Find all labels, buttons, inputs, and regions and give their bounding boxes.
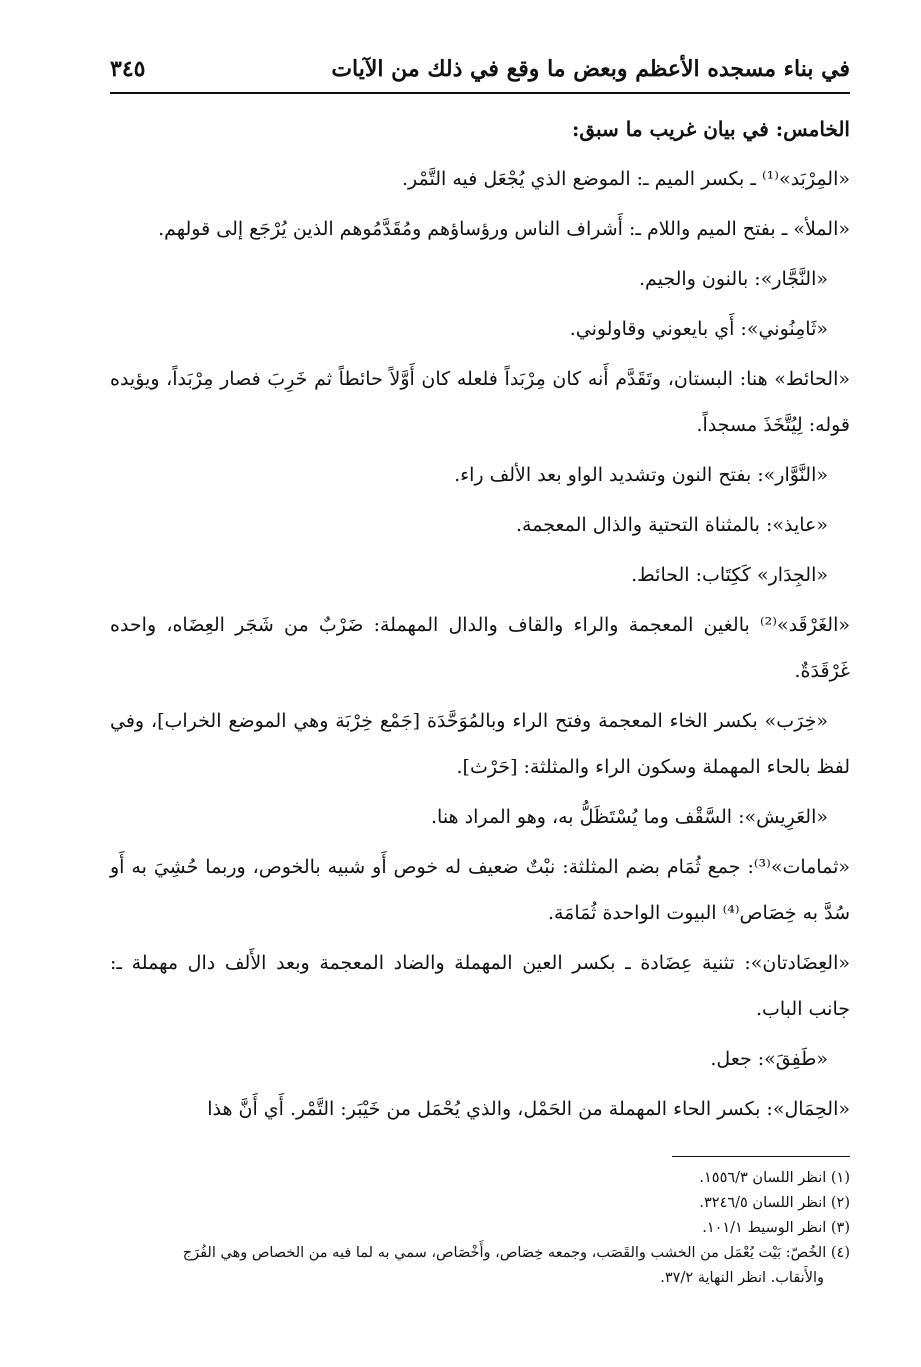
paragraph-mala: «الملأ» ـ بفتح الميم واللام ـ: أَشراف الناس ورؤساؤهم ومُقَدَّمُوهم الذين يُرْجَع إلى قولهم.: [158, 218, 850, 240]
running-title: في بناء مسجده الأعظم وبعض ما وقع في ذلك من الآيات: [331, 56, 850, 82]
footnote-4: (٤) الخُصّ: بَيْت يُعْمَل من الخشب والقَصَب، وجمعه خِصَاص، وأَخْصَاص، سمي به لما فيه من الخصاص وهي الفُرَج: [182, 1245, 850, 1261]
paragraph-himal: «الحِمَال»: بكسر الحاء المهملة من الحَمْل، والذي يُحْمَل من خَيْبَر: التَّمْر. أَي أَنَّ هذا: [207, 1098, 850, 1120]
paragraph-aayidh: «عايذ»: بالمثناة التحتية والذال المعجمة.: [516, 514, 828, 536]
paragraph-arish: «العَرِيش»: السَّقْف وما يُسْتَظَلُّ به، وهو المراد هنا.: [430, 806, 828, 828]
paragraph-tafiqa: «طَفِقَ»: جعل.: [710, 1048, 828, 1070]
paragraph-thumamat: «ثمامات»⁽³⁾: جمع ثُمَام بضم المثلثة: نبْتٌ ضعيف له خوص أَو شبيه بالخوص، وربما حُشِيَ به أَو سُدَّ به خِصَاص⁽⁴⁾ البيوت الواحدة ثُمَامَة.: [110, 856, 850, 924]
footnote-2: (٢) انظر اللسان ٣٢٤٦/٥.: [699, 1195, 850, 1211]
footnotes: [110, 1166, 850, 1291]
footnote-4-continued: والأَنقاب. انظر النهاية ٣٧/٢.: [660, 1270, 824, 1286]
paragraph-najjar: «النَّجَّار»: بالنون والجيم.: [638, 268, 828, 290]
main-text: [110, 106, 850, 1136]
footnote-1: (١) انظر اللسان ١٥٥٦/٣.: [699, 1170, 850, 1186]
running-header: [110, 56, 850, 90]
paragraph-thaminuni: «ثَامِنُوني»: أَي بايعوني وقاولوني.: [569, 318, 828, 340]
paragraph-jidar: «الجِدَار» كَكِتَاب: الحائط.: [631, 564, 828, 586]
section-heading: الخامس: في بيان غريب ما سبق:: [571, 117, 850, 141]
header-rule: [110, 92, 850, 94]
paragraph-mirbad: «المِرْبَد»⁽¹⁾ ـ بكسر الميم ـ: الموضع الذي يُجْعَل فيه التَّمْر.: [402, 168, 850, 190]
footnote-3: (٣) انظر الوسيط ١٠١/١.: [702, 1220, 850, 1236]
footnote-rule: [672, 1156, 850, 1157]
paragraph-haait: «الحائط» هنا: البستان، وتَقَدَّم أَنه كان مِرْبَداً فلعله كان أَوَّلاً حائطاً ثم خَرِبَ فصار مِرْبَداً، ويؤيده قوله: لِيُتَّخَذَ مسجداً.: [110, 368, 850, 436]
paragraph-nawwar: «النَّوَّار»: بفتح النون وتشديد الواو بعد الألف راء.: [454, 464, 828, 486]
paragraph-gharqad: «الغَرْقَد»⁽²⁾ بالغين المعجمة والراء والقاف والدال المهملة: ضَرْبٌ من شَجَر العِضَاه، واحده غَرْقَدَةٌ.: [110, 614, 850, 682]
paragraph-idadatan: «العِضَادتان»: تثنية عِضَادة ـ بكسر العين المهملة والضاد المعجمة وبعد الأَلف دال مهملة ـ: جانب الباب.: [110, 952, 850, 1020]
paragraph-khirab: «خِرَب» بكسر الخاء المعجمة وفتح الراء وبالمُوَحَّدَة [جَمْع خِرْبَة وهي الموضع الخراب]، وفي لفظ بالحاء المهملة وسكون الراء والمثلثة: [حَرْث].: [110, 710, 850, 778]
page-number: ٣٤٥: [110, 56, 146, 82]
